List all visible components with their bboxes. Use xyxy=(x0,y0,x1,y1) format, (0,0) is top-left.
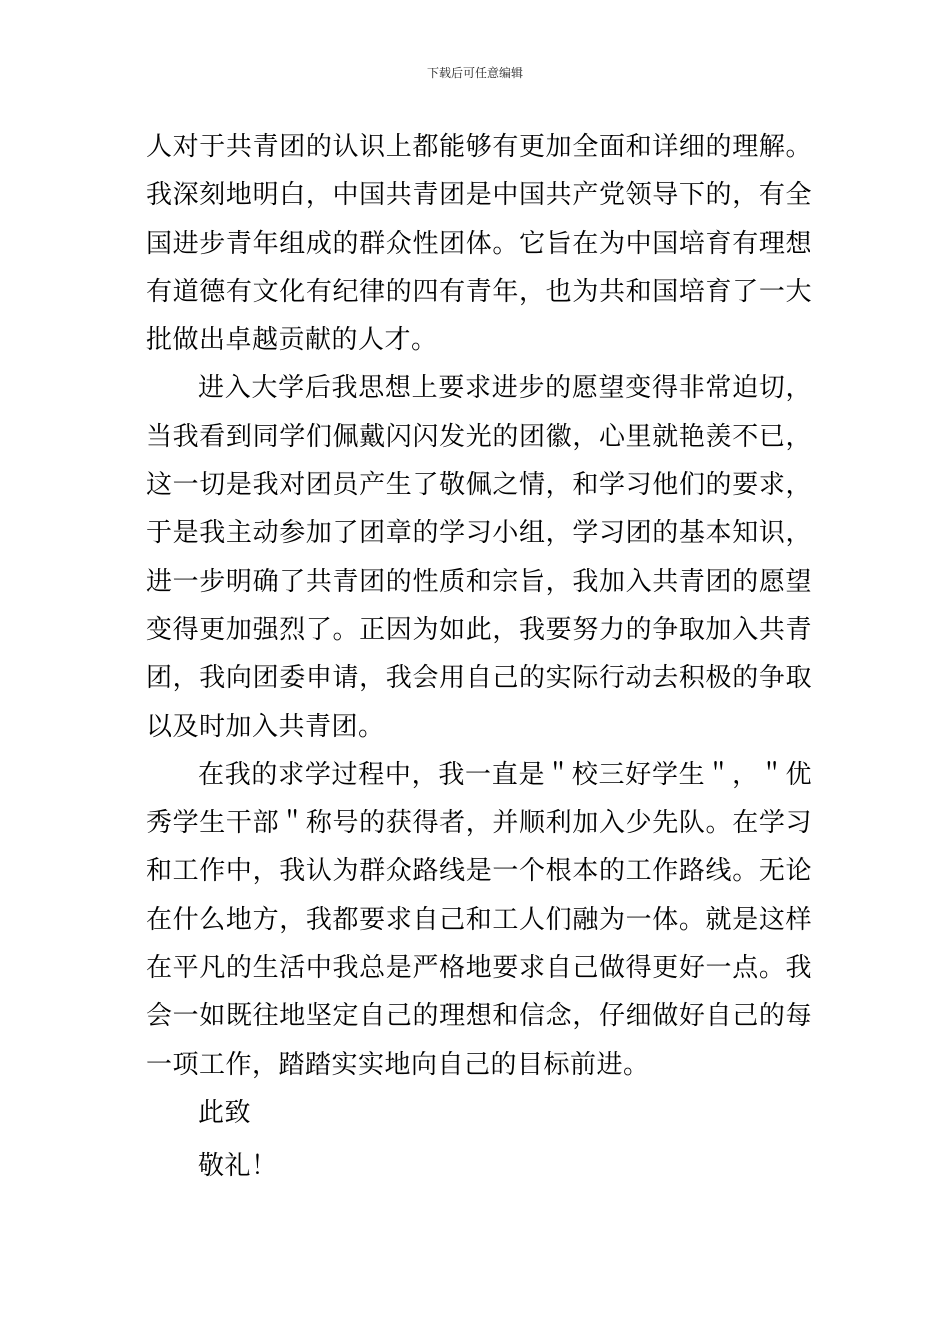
paragraph-study-process: 在我的求学过程中，我一直是＂校三好学生＂，＂优秀学生干部＂称号的获得者，并顺利加入少先队。在学习和工作中，我认为群众路线是一个根本的工作路线。无论在什么地方，我都要求自己和工人们融为一体。就是这样在平凡的生活中我总是严格地要求自己做得更好一点。我会一如既往地坚定自己的理想和信念，仔细做好自己的每一项工作，踏踏实实地向自己的目标前进。 xyxy=(146,759,812,1080)
closing-line-2: 敬礼！ xyxy=(198,1151,278,1182)
document-body xyxy=(146,123,812,1191)
page-header: 下载后可任意编辑 xyxy=(426,66,523,80)
paragraph-continuation: 人对于共青团的认识上都能够有更加全面和详细的理解。我深刻地明白，中国共青团是中国共产党领导下的，有全国进步青年组成的群众性团体。它旨在为中国培育有理想有道德有文化有纪律的四有青年，也为共和国培育了一大批做出卓越贡献的人才。 xyxy=(146,132,812,356)
paragraph-university: 进入大学后我思想上要求进步的愿望变得非常迫切，当我看到同学们佩戴闪闪发光的团徽，心里就艳羡不已，这一切是我对团员产生了敬佩之情，和学习他们的要求，于是我主动参加了团章的学习小组，学习团的基本知识，进一步明确了共青团的性质和宗旨，我加入共青团的愿望变得更加强烈了。正因为如此，我要努力的争取加入共青团，我向团委申请，我会用自己的实际行动去积极的争取以及时加入共青团。 xyxy=(146,373,812,742)
closing-line-1: 此致 xyxy=(198,1097,252,1128)
